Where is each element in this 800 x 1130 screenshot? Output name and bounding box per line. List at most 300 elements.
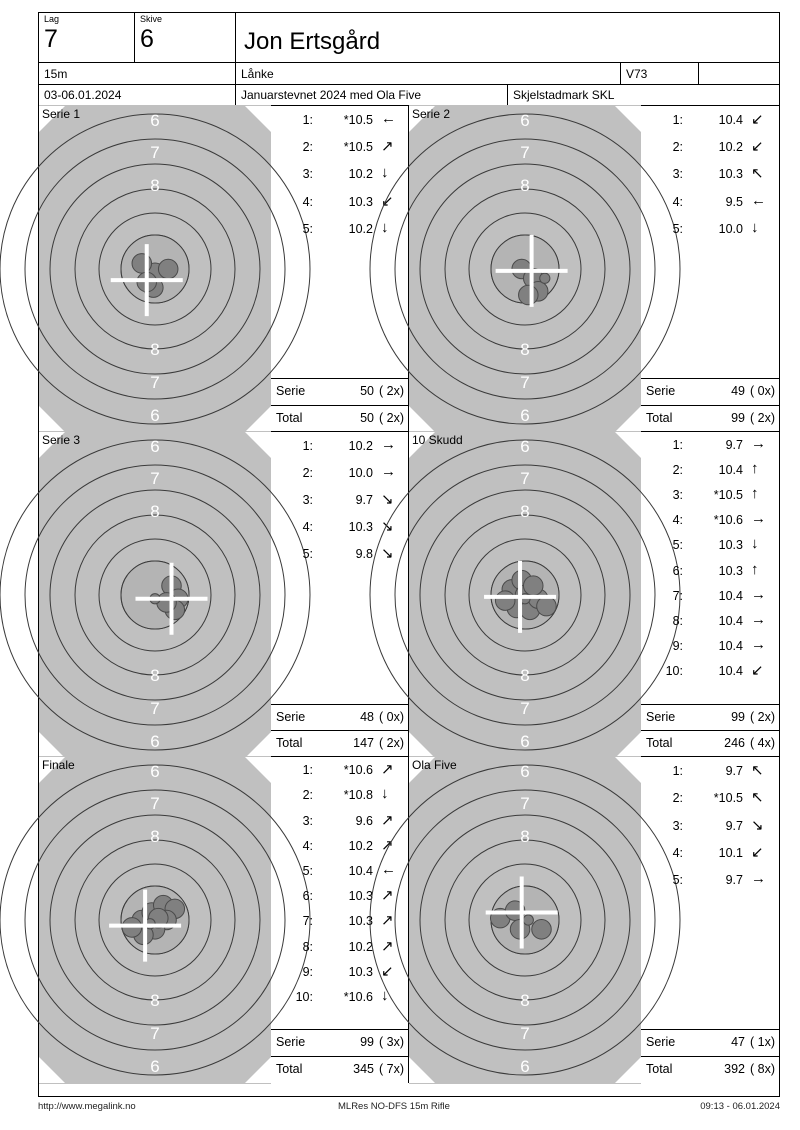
shot-direction-arrow: → bbox=[751, 510, 766, 528]
shot-value: 10.3 bbox=[348, 914, 373, 929]
shot-value: 10.2 bbox=[348, 838, 373, 853]
shot-list-2 bbox=[641, 106, 779, 244]
shot-row bbox=[271, 190, 408, 217]
svg-text:8: 8 bbox=[150, 665, 160, 685]
svg-text:6: 6 bbox=[150, 762, 160, 782]
shot-index: 2: bbox=[672, 462, 683, 477]
total-score: 345 bbox=[353, 1061, 374, 1076]
shot-direction-arrow: ↙ bbox=[751, 843, 764, 861]
shot-index: 3: bbox=[672, 818, 683, 833]
shot-value: 10.3 bbox=[718, 167, 743, 182]
shot-value: 10.4 bbox=[718, 588, 743, 603]
series-row-3 bbox=[28, 757, 779, 1083]
shot-direction-arrow: ↙ bbox=[381, 192, 394, 210]
summary-box-5 bbox=[271, 1029, 408, 1082]
shot-row bbox=[641, 484, 779, 509]
svg-text:8: 8 bbox=[642, 261, 652, 280]
total-score: 246 bbox=[724, 736, 745, 751]
shot-index: 4: bbox=[672, 845, 683, 860]
svg-text:7: 7 bbox=[520, 698, 530, 718]
svg-text:8: 8 bbox=[150, 176, 160, 195]
serie-score: 47 bbox=[731, 1035, 745, 1050]
shot-index: 5: bbox=[672, 221, 683, 236]
total-label: Total bbox=[646, 736, 673, 751]
svg-text:8: 8 bbox=[398, 912, 408, 932]
serie-sum-row bbox=[271, 1029, 408, 1056]
shot-direction-arrow: ↗ bbox=[381, 887, 394, 905]
target-graphic-5 bbox=[28, 757, 282, 1083]
shot-direction-arrow: ↓ bbox=[381, 164, 389, 182]
svg-text:6: 6 bbox=[150, 731, 160, 751]
svg-text:8: 8 bbox=[520, 176, 530, 195]
shot-index: 4: bbox=[672, 513, 683, 528]
shot-direction-arrow: ↓ bbox=[751, 218, 759, 236]
total-sum-row bbox=[271, 1056, 408, 1083]
header-row-identity bbox=[39, 13, 779, 63]
svg-text:8: 8 bbox=[520, 827, 530, 847]
serie-inner-tens: ( 2x) bbox=[379, 384, 404, 398]
total-label: Total bbox=[276, 736, 303, 751]
shot-index: 5: bbox=[302, 863, 313, 878]
total-inner-tens: ( 2x) bbox=[379, 736, 404, 751]
shot-index: 4: bbox=[302, 194, 313, 209]
shot-row bbox=[641, 162, 779, 189]
shot-index: 2: bbox=[302, 788, 313, 803]
lag-cell bbox=[39, 13, 135, 62]
svg-text:7: 7 bbox=[150, 373, 160, 392]
shot-index: 3: bbox=[672, 487, 683, 502]
svg-text:6: 6 bbox=[150, 1057, 160, 1077]
shot-row bbox=[641, 759, 779, 786]
shot-direction-arrow: ↖ bbox=[751, 165, 764, 183]
shot-index: 3: bbox=[302, 492, 313, 507]
shot-index: 4: bbox=[672, 194, 683, 209]
shot-direction-arrow: → bbox=[751, 610, 766, 628]
shot-list-pane-6 bbox=[641, 757, 779, 1083]
svg-text:7: 7 bbox=[150, 468, 160, 488]
shot-index: 4: bbox=[302, 838, 313, 853]
shot-value: 9.7 bbox=[725, 872, 743, 887]
shot-row bbox=[271, 135, 408, 162]
total-score: 50 bbox=[360, 410, 374, 425]
footer-program: MLRes NO-DFS 15m Rifle bbox=[338, 1101, 450, 1112]
total-inner-tens: ( 2x) bbox=[379, 410, 404, 425]
total-label: Total bbox=[276, 410, 303, 425]
shot-value: 9.7 bbox=[725, 437, 743, 452]
total-score: 147 bbox=[353, 736, 374, 751]
shot-row bbox=[271, 488, 408, 515]
shot-list-4 bbox=[641, 432, 779, 686]
shot-direction-arrow: ↙ bbox=[751, 111, 764, 128]
shot-index: 1: bbox=[672, 764, 683, 779]
series-panel-6 bbox=[398, 757, 779, 1083]
shot-value: 10.4 bbox=[718, 613, 743, 628]
target-pane-2 bbox=[398, 106, 652, 431]
shot-direction-arrow: → bbox=[751, 636, 766, 654]
shot-index: 10: bbox=[665, 664, 683, 679]
target-graphic-6 bbox=[398, 757, 652, 1083]
svg-text:8: 8 bbox=[28, 586, 38, 606]
serie-label: Serie bbox=[276, 384, 306, 398]
shot-direction-arrow: ← bbox=[381, 860, 396, 878]
svg-text:7: 7 bbox=[520, 1024, 530, 1044]
shot-value: 9.5 bbox=[725, 194, 743, 209]
shot-value: *10.6 bbox=[713, 513, 743, 528]
shot-row bbox=[271, 461, 408, 488]
shot-row bbox=[271, 434, 408, 461]
shot-row bbox=[271, 515, 408, 542]
shot-index: 3: bbox=[672, 167, 683, 182]
shot-index: 1: bbox=[672, 113, 683, 127]
shot-value: *10.5 bbox=[713, 791, 743, 806]
summary-box-6 bbox=[641, 1029, 779, 1082]
shot-row bbox=[641, 434, 779, 459]
panel-title: Ola Five bbox=[412, 758, 457, 773]
serie-sum-row bbox=[641, 1029, 779, 1056]
shot-direction-arrow: → bbox=[751, 585, 766, 603]
target-graphic-3 bbox=[28, 432, 282, 758]
shot-direction-arrow: ↘ bbox=[751, 816, 764, 834]
svg-text:6: 6 bbox=[150, 406, 160, 425]
total-sum-row bbox=[641, 1056, 779, 1083]
shot-direction-arrow: ↖ bbox=[751, 762, 764, 780]
shot-value: 10.0 bbox=[348, 465, 373, 480]
svg-text:8: 8 bbox=[520, 501, 530, 521]
lag-label: Lag bbox=[44, 14, 60, 24]
shot-direction-arrow: ↗ bbox=[381, 138, 394, 156]
serie-sum-row bbox=[641, 704, 779, 731]
shot-direction-arrow: ↘ bbox=[381, 545, 394, 563]
shot-row bbox=[641, 635, 779, 660]
shot-row bbox=[271, 759, 408, 784]
svg-text:8: 8 bbox=[272, 586, 282, 606]
svg-text:7: 7 bbox=[520, 468, 530, 488]
shot-row bbox=[271, 910, 408, 935]
serie-sum-row bbox=[271, 704, 408, 731]
header-blank-cell bbox=[699, 63, 779, 84]
distance-value: 15m bbox=[39, 63, 236, 84]
shot-row bbox=[641, 868, 779, 895]
svg-text:7: 7 bbox=[520, 373, 530, 392]
svg-text:8: 8 bbox=[150, 501, 160, 521]
svg-text:7: 7 bbox=[150, 143, 160, 162]
total-sum-row bbox=[271, 730, 408, 757]
shot-value: 9.7 bbox=[725, 818, 743, 833]
shot-index: 8: bbox=[302, 939, 313, 954]
shot-direction-arrow: ↓ bbox=[381, 986, 389, 1004]
serie-inner-tens: ( 1x) bbox=[750, 1035, 775, 1050]
shot-value: *10.6 bbox=[343, 989, 373, 1004]
shot-index: 5: bbox=[302, 221, 313, 236]
serie-inner-tens: ( 0x) bbox=[750, 384, 775, 398]
footer-url: http://www.megalink.no bbox=[38, 1101, 136, 1112]
svg-text:8: 8 bbox=[150, 991, 160, 1011]
serie-score: 99 bbox=[360, 1035, 374, 1050]
shot-index: 3: bbox=[302, 813, 313, 828]
shot-value: 10.4 bbox=[348, 863, 373, 878]
skive-cell bbox=[135, 13, 236, 62]
svg-text:8: 8 bbox=[520, 665, 530, 685]
shot-row bbox=[271, 108, 408, 135]
shot-direction-arrow: ↓ bbox=[381, 785, 389, 803]
shot-value: *10.5 bbox=[713, 487, 743, 502]
total-sum-row bbox=[641, 405, 779, 432]
svg-text:8: 8 bbox=[150, 340, 160, 359]
shot-row bbox=[641, 786, 779, 813]
series-panel-2 bbox=[398, 106, 779, 431]
shot-list-3 bbox=[271, 432, 408, 570]
summary-box-1 bbox=[271, 378, 408, 431]
shot-row bbox=[641, 610, 779, 635]
series-grid bbox=[28, 106, 779, 1083]
shot-index: 2: bbox=[672, 791, 683, 806]
serie-label: Serie bbox=[646, 384, 676, 398]
shot-index: 10: bbox=[295, 989, 313, 1004]
shot-index: 1: bbox=[672, 437, 683, 452]
svg-text:6: 6 bbox=[520, 731, 530, 751]
shot-direction-arrow: ↑ bbox=[751, 459, 759, 477]
shot-value: 10.4 bbox=[718, 462, 743, 477]
shot-direction-arrow: ↗ bbox=[381, 937, 394, 955]
total-sum-row bbox=[271, 405, 408, 432]
shot-direction-arrow: ← bbox=[381, 110, 396, 127]
total-inner-tens: ( 7x) bbox=[379, 1061, 404, 1076]
svg-text:8: 8 bbox=[520, 991, 530, 1011]
shot-value: 9.8 bbox=[355, 547, 373, 562]
shot-value: 10.3 bbox=[348, 964, 373, 979]
shot-index: 9: bbox=[302, 964, 313, 979]
shot-row bbox=[641, 560, 779, 585]
date-value: 03-06.01.2024 bbox=[39, 85, 236, 105]
target-graphic-4 bbox=[398, 432, 652, 758]
header-row-event bbox=[39, 85, 779, 106]
shot-row bbox=[641, 585, 779, 610]
shot-direction-arrow: → bbox=[381, 435, 396, 453]
shot-index: 1: bbox=[302, 438, 313, 453]
total-label: Total bbox=[276, 1061, 303, 1076]
target-pane-1 bbox=[28, 106, 282, 431]
shot-row bbox=[271, 986, 408, 1011]
shot-row bbox=[271, 542, 408, 569]
shot-value: *10.8 bbox=[343, 788, 373, 803]
series-row-2 bbox=[28, 432, 779, 758]
shot-row bbox=[641, 509, 779, 534]
shot-list-1 bbox=[271, 106, 408, 244]
shot-index: 4: bbox=[302, 520, 313, 535]
series-panel-5 bbox=[28, 757, 409, 1083]
svg-text:8: 8 bbox=[398, 261, 408, 280]
shot-row bbox=[641, 135, 779, 162]
series-panel-4 bbox=[398, 432, 779, 757]
svg-text:6: 6 bbox=[520, 111, 530, 130]
shot-value: 10.2 bbox=[348, 221, 373, 236]
shot-direction-arrow: → bbox=[751, 434, 766, 452]
svg-text:6: 6 bbox=[150, 111, 160, 130]
shot-value: 10.4 bbox=[718, 113, 743, 127]
shot-row bbox=[641, 814, 779, 841]
svg-text:8: 8 bbox=[642, 912, 652, 932]
event-value: Januarstevnet 2024 med Ola Five bbox=[236, 85, 508, 105]
serie-inner-tens: ( 0x) bbox=[379, 709, 404, 724]
shot-value: 10.2 bbox=[348, 167, 373, 182]
organizer-value: Skjelstadmark SKL bbox=[513, 88, 615, 102]
shot-direction-arrow: ↘ bbox=[381, 518, 394, 536]
serie-score: 50 bbox=[360, 384, 374, 398]
shot-row bbox=[641, 108, 779, 135]
summary-box-2 bbox=[641, 378, 779, 431]
shot-direction-arrow: ↓ bbox=[381, 218, 389, 236]
shot-row bbox=[641, 534, 779, 559]
svg-text:8: 8 bbox=[28, 912, 38, 932]
shot-row bbox=[271, 784, 408, 809]
shot-row bbox=[271, 860, 408, 885]
shot-direction-arrow: ↗ bbox=[381, 912, 394, 930]
series-panel-1 bbox=[28, 106, 409, 431]
shot-direction-arrow: → bbox=[381, 462, 396, 480]
shot-row bbox=[271, 835, 408, 860]
shot-row bbox=[271, 885, 408, 910]
shot-list-pane-5 bbox=[271, 757, 408, 1083]
skive-value: 6 bbox=[140, 25, 154, 53]
shot-index: 2: bbox=[302, 140, 313, 155]
footer-timestamp: 09:13 - 06.01.2024 bbox=[700, 1101, 780, 1112]
shot-value: 10.3 bbox=[348, 194, 373, 209]
svg-text:7: 7 bbox=[150, 698, 160, 718]
shot-direction-arrow: ↗ bbox=[381, 836, 394, 854]
shot-value: 10.1 bbox=[718, 845, 743, 860]
serie-sum-row bbox=[641, 378, 779, 405]
svg-text:6: 6 bbox=[520, 406, 530, 425]
series-row-1 bbox=[28, 106, 779, 432]
serie-score: 99 bbox=[731, 709, 745, 724]
shot-index: 6: bbox=[672, 563, 683, 578]
svg-text:8: 8 bbox=[28, 261, 38, 280]
shot-index: 1: bbox=[302, 763, 313, 778]
shot-list-pane-3 bbox=[271, 432, 408, 757]
svg-text:8: 8 bbox=[520, 340, 530, 359]
panel-title: 10 Skudd bbox=[412, 432, 463, 447]
shot-row bbox=[271, 162, 408, 189]
shot-index: 8: bbox=[672, 613, 683, 628]
summary-box-4 bbox=[641, 704, 779, 757]
shot-row bbox=[641, 459, 779, 484]
serie-inner-tens: ( 3x) bbox=[379, 1035, 404, 1050]
shot-value: 9.6 bbox=[355, 813, 373, 828]
svg-text:6: 6 bbox=[520, 1057, 530, 1077]
serie-sum-row bbox=[271, 378, 408, 405]
shot-row bbox=[271, 810, 408, 835]
shot-index: 3: bbox=[302, 167, 313, 182]
shot-value: *10.5 bbox=[343, 140, 373, 155]
shot-index: 9: bbox=[672, 639, 683, 654]
shot-direction-arrow: ← bbox=[751, 191, 766, 209]
shot-value: 10.0 bbox=[718, 221, 743, 236]
total-label: Total bbox=[646, 1061, 673, 1076]
club-value: Lånke bbox=[236, 63, 621, 84]
target-pane-6 bbox=[398, 757, 652, 1083]
svg-text:7: 7 bbox=[520, 794, 530, 814]
shot-list-pane-1 bbox=[271, 106, 408, 431]
target-graphic-1 bbox=[28, 106, 282, 432]
shot-value: 10.3 bbox=[718, 538, 743, 553]
total-inner-tens: ( 2x) bbox=[750, 410, 775, 425]
total-label: Total bbox=[646, 410, 673, 425]
svg-text:7: 7 bbox=[520, 143, 530, 162]
shot-value: 10.3 bbox=[348, 520, 373, 535]
panel-title: Serie 2 bbox=[412, 107, 451, 121]
total-inner-tens: ( 4x) bbox=[750, 736, 775, 751]
target-pane-4 bbox=[398, 432, 652, 757]
target-pane-3 bbox=[28, 432, 282, 757]
shot-list-pane-2 bbox=[641, 106, 779, 431]
total-sum-row bbox=[641, 730, 779, 757]
panel-title: Finale bbox=[42, 758, 75, 773]
shot-direction-arrow: → bbox=[751, 869, 766, 887]
shot-direction-arrow: ↗ bbox=[381, 811, 394, 829]
shot-row bbox=[641, 841, 779, 868]
serie-label: Serie bbox=[646, 709, 676, 724]
shot-value: 10.2 bbox=[718, 140, 743, 155]
panel-title: Serie 3 bbox=[42, 432, 81, 447]
svg-text:6: 6 bbox=[150, 436, 160, 456]
panel-title: Serie 1 bbox=[42, 107, 81, 121]
skive-label: Skive bbox=[140, 14, 163, 24]
shot-row bbox=[271, 961, 408, 986]
serie-score: 49 bbox=[731, 384, 745, 398]
shot-list-5 bbox=[271, 757, 408, 1011]
shot-value: 10.4 bbox=[718, 639, 743, 654]
svg-text:6: 6 bbox=[520, 762, 530, 782]
serie-label: Serie bbox=[276, 709, 306, 724]
shot-index: 2: bbox=[672, 140, 683, 155]
svg-text:7: 7 bbox=[150, 794, 160, 814]
serie-label: Serie bbox=[646, 1035, 676, 1050]
svg-text:7: 7 bbox=[150, 1024, 160, 1044]
shot-value: 9.7 bbox=[725, 764, 743, 779]
shot-direction-arrow: ↙ bbox=[751, 662, 764, 680]
serie-inner-tens: ( 2x) bbox=[750, 709, 775, 724]
serie-score: 48 bbox=[360, 709, 374, 724]
shot-value: 10.3 bbox=[348, 889, 373, 904]
shot-list-pane-4 bbox=[641, 432, 779, 757]
shot-value: *10.5 bbox=[343, 113, 373, 127]
class-value: V73 bbox=[621, 63, 699, 84]
target-graphic-2 bbox=[398, 106, 652, 432]
target-pane-5 bbox=[28, 757, 282, 1083]
shot-row bbox=[271, 936, 408, 961]
total-inner-tens: ( 8x) bbox=[750, 1061, 775, 1076]
svg-text:8: 8 bbox=[398, 586, 408, 606]
shot-direction-arrow: ↑ bbox=[751, 560, 759, 578]
shot-direction-arrow: ↓ bbox=[751, 535, 759, 553]
shot-value: 9.7 bbox=[355, 492, 373, 507]
serie-label: Serie bbox=[276, 1035, 306, 1050]
svg-text:8: 8 bbox=[150, 827, 160, 847]
shot-index: 5: bbox=[672, 872, 683, 887]
shot-value: *10.6 bbox=[343, 763, 373, 778]
svg-text:6: 6 bbox=[520, 436, 530, 456]
shot-direction-arrow: ↙ bbox=[751, 138, 764, 156]
shot-value: 10.3 bbox=[718, 563, 743, 578]
shot-direction-arrow: ↗ bbox=[381, 761, 394, 779]
shot-row bbox=[641, 190, 779, 217]
shot-value: 10.2 bbox=[348, 939, 373, 954]
shot-index: 7: bbox=[672, 588, 683, 603]
shot-value: 10.2 bbox=[348, 438, 373, 453]
shot-index: 5: bbox=[302, 547, 313, 562]
total-score: 99 bbox=[731, 410, 745, 425]
shot-direction-arrow: ↑ bbox=[751, 484, 759, 502]
